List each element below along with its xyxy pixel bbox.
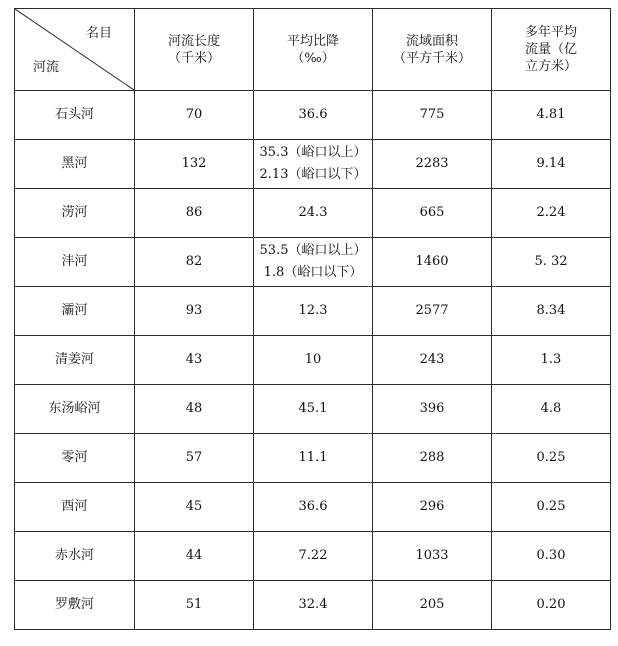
area-cell: 665 (373, 189, 492, 238)
header-flow-line-2: 流量（亿 (524, 42, 577, 57)
header-area (373, 9, 492, 91)
gradient-value-lower: 1.8（峪口以下） (263, 265, 363, 280)
gradient-value: 36.6 (298, 107, 328, 122)
gradient-cell (254, 483, 373, 532)
river-name-cell: 赤水河 (15, 532, 135, 581)
corner-header-cell (15, 9, 135, 91)
flow-cell: 1.3 (492, 336, 611, 385)
length-cell: 82 (135, 238, 254, 287)
gradient-cell (254, 581, 373, 630)
header-length-line-2: （千米） (167, 50, 220, 66)
length-cell: 70 (135, 91, 254, 140)
table-header-row (15, 9, 611, 91)
flow-cell: 4.8 (492, 385, 611, 434)
flow-cell: 5. 32 (492, 238, 611, 287)
table-row (15, 238, 611, 287)
length-cell: 44 (135, 532, 254, 581)
flow-cell: 0.30 (492, 532, 611, 581)
flow-cell: 4.81 (492, 91, 611, 140)
river-name-cell: 石头河 (15, 91, 135, 140)
area-cell: 1460 (373, 238, 492, 287)
table-row (15, 532, 611, 581)
length-cell: 132 (135, 140, 254, 189)
length-cell: 86 (135, 189, 254, 238)
gradient-cell (254, 287, 373, 336)
row-category-label: 河流 (33, 60, 60, 75)
flow-cell: 8.34 (492, 287, 611, 336)
length-cell: 51 (135, 581, 254, 630)
header-gradient-line-1: 平均比降 (286, 33, 339, 49)
flow-cell: 9.14 (492, 140, 611, 189)
gradient-value: 11.1 (298, 450, 328, 465)
length-cell: 45 (135, 483, 254, 532)
flow-cell: 0.20 (492, 581, 611, 630)
river-name-cell: 东汤峪河 (15, 385, 135, 434)
area-cell: 243 (373, 336, 492, 385)
gradient-value: 24.3 (298, 205, 328, 220)
area-cell: 2283 (373, 140, 492, 189)
river-name-cell: 零河 (15, 434, 135, 483)
gradient-value: 32.4 (298, 597, 328, 612)
header-flow-line-3: 立方米） (524, 59, 577, 74)
table-row (15, 91, 611, 140)
river-data-table (14, 8, 611, 630)
header-gradient (254, 9, 373, 91)
area-cell: 205 (373, 581, 492, 630)
gradient-cell (254, 140, 373, 189)
gradient-cell (254, 189, 373, 238)
gradient-value: 36.6 (298, 499, 328, 514)
header-gradient-line-2: （‰） (291, 50, 335, 66)
diagonal-divider (15, 9, 134, 90)
river-name-cell: 黑河 (15, 140, 135, 189)
header-length-line-1: 河流长度 (167, 33, 220, 49)
header-length (135, 9, 254, 91)
area-cell: 2577 (373, 287, 492, 336)
flow-cell: 2.24 (492, 189, 611, 238)
header-flow (492, 9, 611, 91)
header-area-line-2: （平方千米） (392, 50, 471, 66)
area-cell: 396 (373, 385, 492, 434)
gradient-cell (254, 91, 373, 140)
river-name-cell: 清姜河 (15, 336, 135, 385)
river-name-cell: 罗敷河 (15, 581, 135, 630)
table-row (15, 581, 611, 630)
column-category-label: 名目 (85, 26, 112, 41)
gradient-cell (254, 434, 373, 483)
river-name-cell: 涝河 (15, 189, 135, 238)
header-area-line-1: 流域面积 (405, 33, 458, 49)
area-cell: 296 (373, 483, 492, 532)
river-table-container (14, 8, 610, 630)
area-cell: 288 (373, 434, 492, 483)
length-cell: 57 (135, 434, 254, 483)
header-flow-line-1: 多年平均 (524, 25, 577, 40)
gradient-value-lower: 2.13（峪口以下） (259, 167, 367, 182)
river-name-cell: 酉河 (15, 483, 135, 532)
gradient-value: 12.3 (298, 303, 328, 318)
river-name-cell: 沣河 (15, 238, 135, 287)
gradient-cell (254, 385, 373, 434)
flow-cell: 0.25 (492, 483, 611, 532)
gradient-value-upper: 53.5（峪口以上） (259, 243, 367, 258)
flow-cell: 0.25 (492, 434, 611, 483)
area-cell: 1033 (373, 532, 492, 581)
table-row (15, 140, 611, 189)
area-cell: 775 (373, 91, 492, 140)
gradient-cell (254, 532, 373, 581)
gradient-value-upper: 35.3（峪口以上） (259, 145, 367, 160)
gradient-value: 10 (304, 352, 322, 367)
river-name-cell: 灞河 (15, 287, 135, 336)
table-row (15, 336, 611, 385)
length-cell: 43 (135, 336, 254, 385)
table-row (15, 483, 611, 532)
length-cell: 93 (135, 287, 254, 336)
table-row (15, 434, 611, 483)
length-cell: 48 (135, 385, 254, 434)
gradient-value: 45.1 (298, 401, 328, 416)
gradient-cell (254, 238, 373, 287)
table-row (15, 385, 611, 434)
gradient-value: 7.22 (298, 548, 328, 563)
table-row (15, 287, 611, 336)
gradient-cell (254, 336, 373, 385)
table-row (15, 189, 611, 238)
